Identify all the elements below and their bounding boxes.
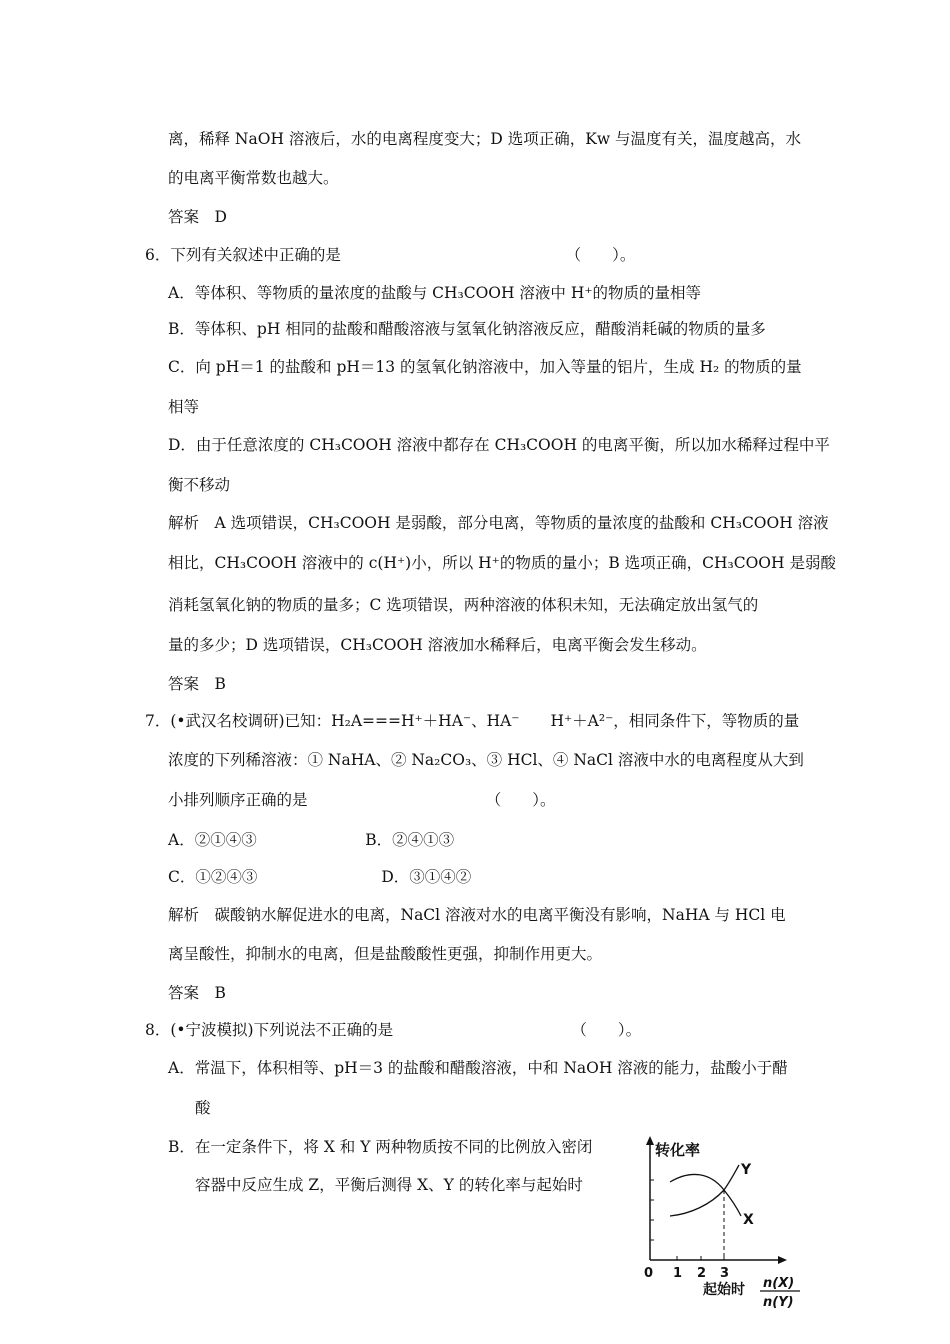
y-axis-label: 转化率 <box>655 1141 701 1159</box>
option-b: B．在一定条件下，将 X 和 Y 两种物质按不同的比例放入密闭 <box>168 1138 593 1156</box>
y-axis-arrow <box>646 1136 654 1145</box>
option-d: D．由于任意浓度的 CH₃COOH 溶液中都存在 CH₃COOH 的电离平衡，所以加水稀释过程中平 <box>168 436 830 454</box>
option-b: B．等体积、pH 相同的盐酸和醋酸溶液与氢氧化钠溶液反应，醋酸消耗碱的物质的量多 <box>168 320 766 338</box>
curve-y <box>670 1165 739 1216</box>
analysis-text: 解析 A 选项错误，CH₃COOH 是弱酸，部分电离，等物质的量浓度的盐酸和 CH₃COOH 溶液 <box>168 514 829 532</box>
answer-label: 答案 B <box>168 984 226 1002</box>
text-line: 的电离平衡常数也越大。 <box>168 169 339 187</box>
analysis-text: 离呈酸性，抑制水的电离，但是盐酸酸性更强，抑制作用更大。 <box>168 945 603 963</box>
figure-svg <box>625 1130 825 1330</box>
option-c: C．向 pH＝1 的盐酸和 pH＝13 的氢氧化钠溶液中，加入等量的铝片，生成 H₂ 的物质的量 <box>168 358 802 376</box>
options-ab: A．②①④③ B．②④①③ <box>168 831 455 849</box>
text-line: 酸 <box>195 1099 211 1117</box>
curve-x-label: X <box>743 1212 754 1228</box>
conversion-rate-figure <box>625 1130 825 1330</box>
option-a: A．等体积、等物质的量浓度的盐酸与 CH₃COOH 溶液中 H⁺的物质的量相等 <box>168 284 702 302</box>
curve-y-label: Y <box>741 1162 752 1178</box>
tick-label-2: 2 <box>697 1266 707 1281</box>
ratio-numerator: n(X) <box>763 1276 795 1291</box>
text-line: 容器中反应生成 Z，平衡后测得 X、Y 的转化率与起始时 <box>195 1176 583 1194</box>
text-line: 相等 <box>168 398 200 416</box>
tick-label-3: 3 <box>720 1266 730 1281</box>
ratio-denominator: n(Y) <box>763 1295 794 1310</box>
text-line: 离，稀释 NaOH 溶液后，水的电离程度变大；D 选项正确，Kw 与温度有关，温度越高，水 <box>168 130 802 148</box>
analysis-text: 量的多少；D 选项错误，CH₃COOH 溶液加水稀释后，电离平衡会发生移动。 <box>168 636 707 654</box>
x-axis-arrow <box>778 1256 787 1264</box>
tick-label-1: 1 <box>673 1266 683 1281</box>
analysis-text: 解析 碳酸钠水解促进水的电离，NaCl 溶液对水的电离平衡没有影响，NaHA 与 HCl 电 <box>168 906 786 924</box>
analysis-text: 消耗氢氧化钠的物质的量多；C 选项错误，两种溶液的体积未知，无法确定放出氢气的 <box>168 596 759 614</box>
tick-label-0: 0 <box>644 1266 654 1281</box>
answer-label: 答案 D <box>168 208 227 226</box>
question-7-stem: 7．(•武汉名校调研)已知：H₂A===H⁺＋HA⁻、HA⁻ H⁺＋A²⁻，相同条件下，等物质的量 <box>145 712 800 730</box>
x-axis-label-prefix: 起始时 <box>703 1282 745 1298</box>
text-line: 浓度的下列稀溶液：① NaHA、② Na₂CO₃、③ HCl、④ NaCl 溶液中水的电离程度从大到 <box>168 751 804 769</box>
option-a: A．常温下，体积相等、pH＝3 的盐酸和醋酸溶液，中和 NaOH 溶液的能力，盐酸小于醋 <box>168 1059 788 1077</box>
text-line: 衡不移动 <box>168 476 231 494</box>
options-cd: C．①②④③ D．③①④② <box>168 868 472 886</box>
analysis-text: 相比，CH₃COOH 溶液中的 c(H⁺)小，所以 H⁺的物质的量小；B 选项正确，CH₃COOH 是弱酸 <box>168 554 836 572</box>
question-8-stem: 8．(•宁波模拟)下列说法不正确的是 （ ）。 <box>145 1021 642 1039</box>
answer-label: 答案 B <box>168 675 226 693</box>
question-6-stem: 6．下列有关叙述中正确的是 （ ）。 <box>145 246 636 264</box>
text-line: 小排列顺序正确的是 （ ）。 <box>168 791 556 809</box>
